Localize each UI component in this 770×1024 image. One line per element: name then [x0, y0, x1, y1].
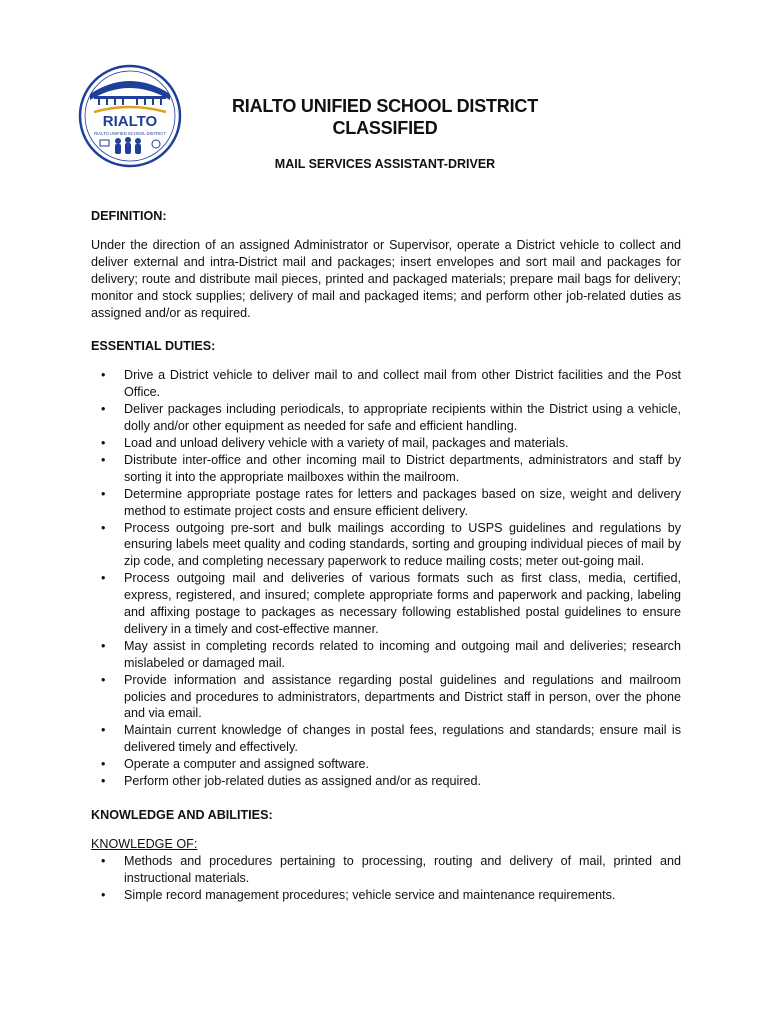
list-item	[91, 853, 681, 887]
list-item-text: Process outgoing mail and deliveries of various formats such as first class, media, certified, express, registered, and insured; complete appropriate forms and paperwork and packing, labeling and affixing postage to packages as necessary following established postal guidelines to ensure delivery in a timely and cost-effective manner.	[124, 571, 681, 636]
document-title	[200, 95, 570, 139]
bullet-icon: •	[101, 853, 106, 868]
bullet-icon: •	[101, 672, 106, 687]
title-line-2: CLASSIFIED	[332, 118, 438, 138]
list-item-text: Deliver packages including periodicals, to appropriate recipients within the District using a vehicle, dolly and/or other equipment as needed for safe and efficient handling.	[124, 402, 681, 434]
list-item	[91, 401, 681, 435]
bullet-icon: •	[101, 435, 106, 450]
knowledge-of-list	[91, 853, 681, 904]
list-item-text: Maintain current knowledge of changes in postal fees, regulations and standards; ensure mail is delivered timely and effectively.	[124, 723, 681, 755]
list-item	[91, 722, 681, 756]
list-item	[91, 672, 681, 723]
list-item	[91, 367, 681, 401]
list-item-text: Distribute inter-office and other incoming mail to District departments, administrators and staff by sorting it into the appropriate mailboxes within the mailroom.	[124, 452, 681, 484]
list-item-text: Process outgoing pre-sort and bulk mailings according to USPS guidelines and regulations by ensuring labels meet quality and coding standards, sorting and grouping individual pieces of mail by zip code, and completing necessary paperwork to reduce mailing costs; meter out-going mail.	[124, 520, 681, 569]
knowledge-abilities-heading: KNOWLEDGE AND ABILITIES:	[91, 808, 273, 822]
district-logo	[78, 64, 182, 168]
bullet-icon: •	[101, 757, 106, 772]
title-line-1: RIALTO UNIFIED SCHOOL DISTRICT	[231, 96, 538, 116]
definition-heading: DEFINITION:	[91, 209, 167, 223]
bullet-icon: •	[101, 452, 106, 467]
list-item-text: Drive a District vehicle to deliver mail to and collect mail from other District facilities and the Post Office.	[124, 368, 681, 400]
list-item-text: Simple record management procedures; vehicle service and maintenance requirements.	[124, 887, 616, 902]
bullet-icon: •	[101, 368, 106, 383]
bullet-icon: •	[101, 723, 106, 738]
list-item-text: Determine appropriate postage rates for letters and packages based on size, weight and delivery method to estimate project costs and ensure efficient delivery.	[124, 486, 681, 518]
bullet-icon: •	[101, 486, 106, 501]
bullet-icon: •	[101, 571, 106, 586]
list-item-text: Perform other job-related duties as assigned and/or as required.	[124, 774, 482, 789]
logo-wordmark: RIALTO	[102, 113, 158, 130]
list-item	[91, 452, 681, 486]
bullet-icon: •	[101, 887, 106, 902]
list-item	[91, 520, 681, 571]
list-item-text: Operate a computer and assigned software.	[124, 757, 370, 772]
list-item	[91, 887, 681, 904]
list-item	[91, 570, 681, 638]
list-item-text: May assist in completing records related to incoming and outgoing mail and deliveries; research mislabeled or damaged mail.	[124, 638, 681, 670]
list-item	[91, 435, 681, 452]
definition-text: Under the direction of an assigned Administrator or Supervisor, operate a District vehicle to collect and deliver external and intra-District mail and packages; insert envelopes and sort mail and packages for delivery; route and distribute mail pieces, printed and packaged materials; prepare mail bags for delivery; monitor and stock supplies; delivery of mail and packaged items; and perform other job-related duties as assigned and/or as required.	[91, 237, 681, 320]
essential-duties-list	[91, 367, 681, 790]
bullet-icon: •	[101, 402, 106, 417]
knowledge-of-subheading: KNOWLEDGE OF:	[91, 836, 198, 851]
list-item-text: Methods and procedures pertaining to processing, routing and delivery of mail, printed and instructional materials.	[124, 853, 681, 885]
logo-tagline: RIALTO UNIFIED SCHOOL DISTRICT	[94, 131, 166, 136]
list-item	[91, 486, 681, 520]
list-item	[91, 638, 681, 672]
essential-duties-heading: ESSENTIAL DUTIES:	[91, 339, 216, 354]
list-item	[91, 756, 681, 773]
bullet-icon: •	[101, 638, 106, 653]
list-item-text: Load and unload delivery vehicle with a variety of mail, packages and materials.	[124, 435, 569, 450]
position-title: MAIL SERVICES ASSISTANT-DRIVER	[274, 157, 496, 171]
document-body	[91, 208, 681, 904]
list-item-text: Provide information and assistance regarding postal guidelines and regulations and mailroom policies and procedures to administrators, departments and District staff in person, over the phone and via email.	[124, 672, 681, 721]
bullet-icon: •	[101, 520, 106, 535]
bullet-icon: •	[101, 774, 106, 789]
list-item	[91, 773, 681, 790]
